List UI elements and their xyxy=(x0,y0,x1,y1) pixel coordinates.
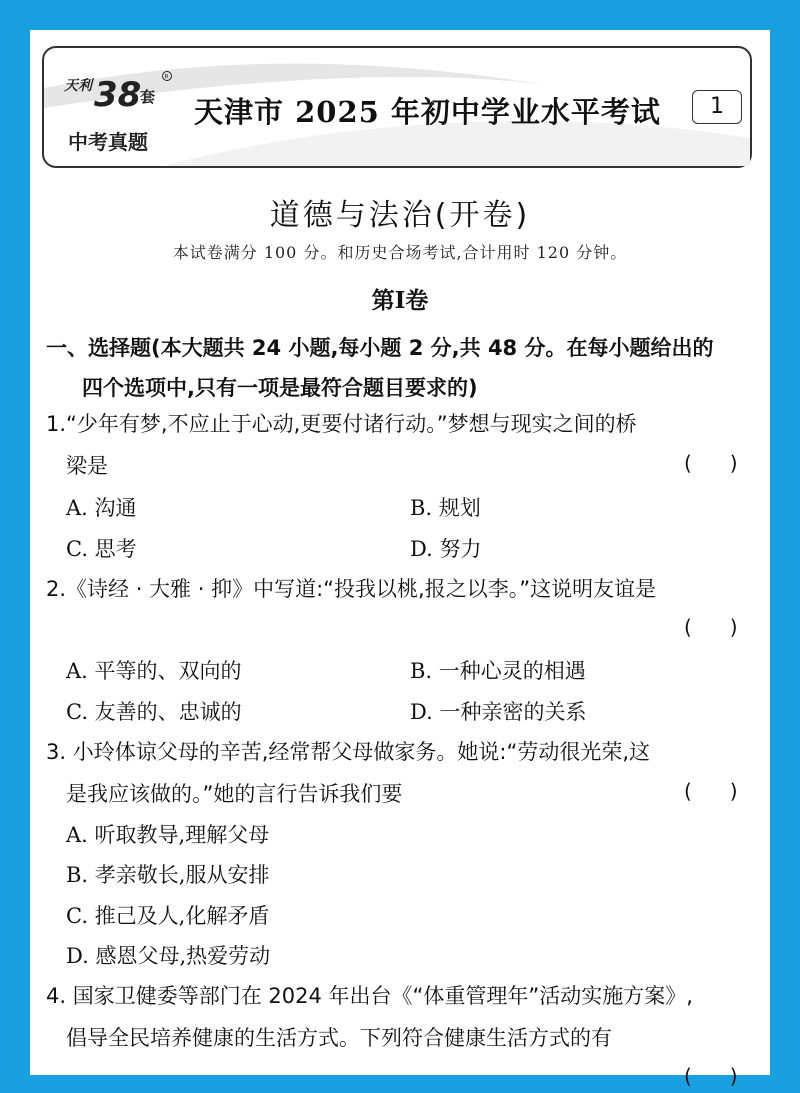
q4-answer-paren: () xyxy=(684,1064,776,1088)
part-heading: 第Ⅰ卷 xyxy=(371,287,429,314)
svg-text:38: 38 xyxy=(94,75,142,115)
q3-stem-line-1: 3. 小玲体谅父母的辛苦,经常帮父母做家务。她说:“劳动很光荣,这 xyxy=(46,740,651,764)
exam-title: 天津市 2025 年初中学业水平考试 xyxy=(194,95,661,129)
q1-option-d: D. 努力 xyxy=(410,537,482,561)
q1-option-b: B. 规划 xyxy=(410,496,481,520)
section-line-2: 四个选项中,只有一项是最符合题目要求的) xyxy=(82,376,478,400)
q2-option-a: A. 平等的、双向的 xyxy=(66,659,242,683)
exam-note: 本试卷满分 100 分。和历史合场考试,合计用时 120 分钟。 xyxy=(172,243,628,262)
q1-option-a: A. 沟通 xyxy=(66,496,137,520)
q4-stem-line-2: 倡导全民培养健康的生活方式。下列符合健康生活方式的有 xyxy=(66,1026,612,1050)
q2-stem-line-1: 2.《诗经 · 大雅 · 抑》中写道:“投我以桃,报之以李。”这说明友谊是 xyxy=(46,577,657,601)
q2-option-d: D. 一种亲密的关系 xyxy=(410,700,587,724)
subject-title: 道德与法治(开卷) xyxy=(269,198,531,233)
q3-answer-paren: () xyxy=(684,779,776,803)
svg-text:天利: 天利 xyxy=(64,78,92,94)
header-box xyxy=(42,46,752,168)
brand-subtitle: 中考真题 xyxy=(68,130,148,154)
q1-answer-paren: () xyxy=(684,451,776,475)
section-instructions xyxy=(46,328,758,408)
section-line-1: 一、选择题(本大题共 24 小题,每小题 2 分,共 48 分。在每小题给出的 xyxy=(46,336,714,360)
brand-logo xyxy=(64,70,174,115)
q3-option-a: A. 听取教导,理解父母 xyxy=(66,823,270,847)
svg-text:套: 套 xyxy=(140,88,156,106)
q3-stem-line-2: 是我应该做的。”她的言行告诉我们要 xyxy=(66,782,403,806)
q2-answer-paren: () xyxy=(684,615,776,639)
exam-page xyxy=(30,30,776,1088)
q1-stem-line-1: 1.“少年有梦,不应止于心动,更要付诸行动。”梦想与现实之间的桥 xyxy=(46,412,637,436)
q2-option-c: C. 友善的、忠诚的 xyxy=(66,700,242,724)
q3-option-c: C. 推己及人,化解矛盾 xyxy=(66,904,270,928)
q1-option-c: C. 思考 xyxy=(66,537,137,561)
q2-option-b: B. 一种心灵的相遇 xyxy=(410,659,586,683)
q3-option-d: D. 感恩父母,热爱劳动 xyxy=(66,944,271,968)
q3-option-b: B. 孝亲敬长,服从安排 xyxy=(66,863,270,887)
q4-stem-line-1: 4. 国家卫健委等部门在 2024 年出台《“体重管理年”活动实施方案》, xyxy=(46,984,693,1008)
svg-text:R: R xyxy=(164,73,169,81)
paper-number-badge: 1 xyxy=(692,90,742,124)
q1-stem-line-2: 梁是 xyxy=(66,454,108,478)
